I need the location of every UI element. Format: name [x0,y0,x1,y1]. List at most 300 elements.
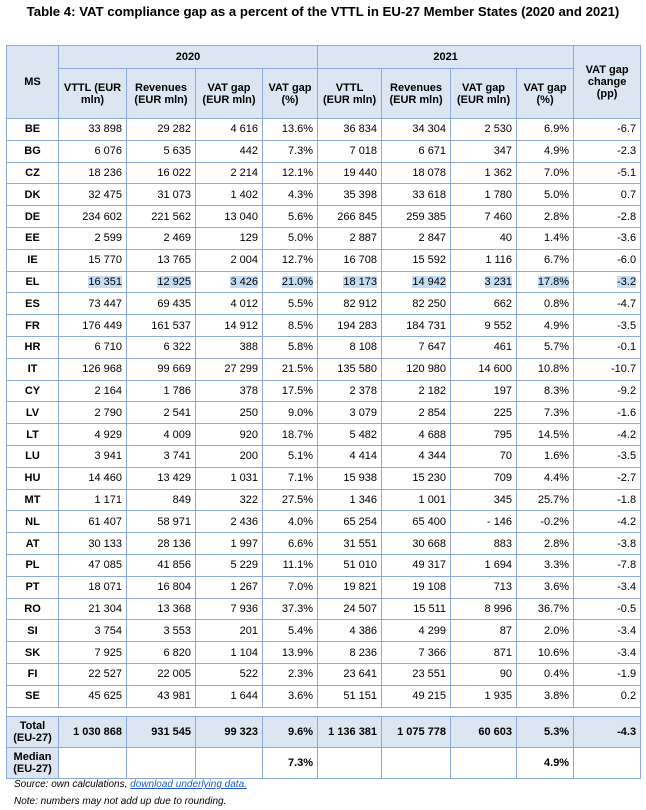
cell-vat-gap-pct-2020: 5.1% [263,445,318,467]
cell-vat-gap-2020: 1 104 [196,642,263,664]
cell-revenues-2020: 6 322 [127,336,196,358]
cell-vat-gap-2020: 1 402 [196,184,263,206]
header-vttl-2020: VTTL (EUR mln) [59,69,127,119]
cell-revenues-2020: 161 537 [127,315,196,337]
median-revenues-2021 [382,747,451,778]
cell-revenues-2020: 41 856 [127,554,196,576]
cell-vat-gap-pct-2020: 5.6% [263,206,318,228]
table-row [7,271,641,293]
median-vat-gap-change [574,747,641,778]
table-row [7,685,641,707]
cell-vat-gap-pct-2021: 0.4% [517,663,574,685]
cell-vat-gap-2020: 200 [196,445,263,467]
cell-revenues-2021: 49 215 [382,685,451,707]
rounding-note: Note: numbers may not add up due to rounding. [14,796,227,807]
cell-member-state: MT [7,489,59,511]
cell-vttl-2020: 22 527 [59,663,127,685]
cell-vat-gap-change: -3.4 [574,642,641,664]
cell-vttl-2020: 21 304 [59,598,127,620]
cell-vat-gap-2020: 1 031 [196,467,263,489]
spacer-row [7,707,641,716]
cell-vat-gap-2020: 388 [196,336,263,358]
vat-gap-table [6,45,641,779]
table-body [7,119,641,708]
cell-revenues-2020: 99 669 [127,358,196,380]
cell-vat-gap-2020: 1 997 [196,533,263,555]
source-text: Source: own calculations, [14,779,131,790]
cell-vat-gap-pct-2021: 3.6% [517,576,574,598]
table-row [7,206,641,228]
cell-vat-gap-pct-2020: 9.0% [263,402,318,424]
cell-vat-gap-2021: 1 362 [451,162,517,184]
cell-vat-gap-change: -4.7 [574,293,641,315]
cell-vat-gap-pct-2021: 36.7% [517,598,574,620]
total-vat-gap-2021: 60 603 [451,716,517,747]
total-vat-gap-pct-2021: 5.3% [517,716,574,747]
header-year-2021: 2021 [318,46,574,69]
cell-vttl-2020: 30 133 [59,533,127,555]
total-vat-gap-pct-2020: 9.6% [263,716,318,747]
cell-vat-gap-change: -1.9 [574,663,641,685]
cell-vttl-2020: 73 447 [59,293,127,315]
highlighted-value: 12 925 [157,275,191,288]
highlighted-value: 14 942 [412,275,447,288]
cell-revenues-2021: 4 299 [382,620,451,642]
cell-revenues-2020: 4 009 [127,424,196,446]
cell-vat-gap-2021: 90 [451,663,517,685]
median-row [7,747,641,778]
cell-member-state: EL [7,271,59,293]
cell-vat-gap-change: -7.8 [574,554,641,576]
cell-vttl-2020 [59,271,127,293]
cell-vat-gap-pct-2020: 11.1% [263,554,318,576]
cell-vttl-2021: 51 010 [318,554,382,576]
cell-revenues-2021: 82 250 [382,293,451,315]
table-row [7,533,641,555]
cell-vttl-2020: 7 925 [59,642,127,664]
header-revenues-2020: Revenues (EUR mln) [127,69,196,119]
cell-vat-gap-pct-2020: 13.6% [263,119,318,141]
cell-vttl-2021: 2 378 [318,380,382,402]
table-title: Table 4: VAT compliance gap as a percent of the VTTL in EU-27 Member States (2020 and 2021) [26,4,620,19]
header-vat-gap-pct-2021: VAT gap (%) [517,69,574,119]
table-row [7,620,641,642]
cell-revenues-2021: 23 551 [382,663,451,685]
cell-vat-gap-change: -4.2 [574,511,641,533]
cell-vttl-2020: 1 171 [59,489,127,511]
cell-vat-gap-2021: 883 [451,533,517,555]
cell-vat-gap-2021: 871 [451,642,517,664]
cell-revenues-2021: 15 511 [382,598,451,620]
cell-vat-gap-2020: 1 644 [196,685,263,707]
cell-vttl-2021: 15 938 [318,467,382,489]
cell-member-state: LT [7,424,59,446]
cell-member-state: IE [7,249,59,271]
cell-vat-gap-2021: 662 [451,293,517,315]
cell-member-state: DE [7,206,59,228]
cell-revenues-2021: 2 182 [382,380,451,402]
spacer-cell [7,707,641,716]
cell-revenues-2021: 15 592 [382,249,451,271]
cell-revenues-2020: 3 741 [127,445,196,467]
cell-vat-gap-2021: 795 [451,424,517,446]
cell-vat-gap-pct-2020: 7.3% [263,140,318,162]
highlighted-value: 18 173 [343,275,378,288]
cell-vat-gap-pct-2020: 7.1% [263,467,318,489]
column-header-row [7,69,641,119]
cell-revenues-2021: 65 400 [382,511,451,533]
cell-vat-gap-2020: 14 912 [196,315,263,337]
cell-vat-gap-change: -3.8 [574,533,641,555]
cell-vat-gap-2021: 345 [451,489,517,511]
cell-vat-gap-2020 [196,271,263,293]
cell-vat-gap-pct-2020: 5.4% [263,620,318,642]
cell-vat-gap-pct-2021: 6.9% [517,119,574,141]
cell-vat-gap-2020: 27 299 [196,358,263,380]
cell-vat-gap-pct-2021: 1.4% [517,227,574,249]
median-vat-gap-pct-2020: 7.3% [263,747,318,778]
cell-revenues-2021: 18 078 [382,162,451,184]
cell-vat-gap-pct-2020: 27.5% [263,489,318,511]
cell-member-state: SE [7,685,59,707]
cell-vat-gap-2020: 522 [196,663,263,685]
highlighted-value: 3 426 [230,275,258,288]
cell-revenues-2021 [382,271,451,293]
cell-revenues-2021: 259 385 [382,206,451,228]
cell-vttl-2021: 31 551 [318,533,382,555]
cell-vat-gap-pct-2020: 6.6% [263,533,318,555]
table-row [7,227,641,249]
highlighted-value: 17.8% [537,275,570,288]
table-row [7,315,641,337]
cell-vttl-2021: 36 834 [318,119,382,141]
cell-vat-gap-pct-2020: 18.7% [263,424,318,446]
cell-vat-gap-pct-2021: 1.6% [517,445,574,467]
cell-vat-gap-2021: 1 116 [451,249,517,271]
cell-vat-gap-2020: 1 267 [196,576,263,598]
cell-vat-gap-pct-2021: 7.0% [517,162,574,184]
cell-vat-gap-pct-2021: 8.3% [517,380,574,402]
cell-vttl-2021: 266 845 [318,206,382,228]
cell-revenues-2021: 7 366 [382,642,451,664]
cell-member-state: DK [7,184,59,206]
cell-vat-gap-change: -5.1 [574,162,641,184]
cell-revenues-2020: 58 971 [127,511,196,533]
cell-revenues-2020: 31 073 [127,184,196,206]
header-ms: MS [7,46,59,119]
table-row [7,249,641,271]
cell-vttl-2020: 45 625 [59,685,127,707]
cell-vttl-2021: 51 151 [318,685,382,707]
table-row [7,119,641,141]
cell-vat-gap-pct-2020: 12.7% [263,249,318,271]
cell-revenues-2021: 2 854 [382,402,451,424]
cell-vat-gap-pct-2020: 7.0% [263,576,318,598]
cell-vat-gap-pct-2020: 5.0% [263,227,318,249]
cell-member-state: EE [7,227,59,249]
cell-vat-gap-2021: 8 996 [451,598,517,620]
cell-vttl-2020: 18 071 [59,576,127,598]
cell-vttl-2021: 19 821 [318,576,382,598]
cell-vat-gap-change: -1.6 [574,402,641,424]
cell-vat-gap-change: -2.8 [574,206,641,228]
cell-vat-gap-2021: 1 694 [451,554,517,576]
cell-revenues-2020: 16 804 [127,576,196,598]
cell-revenues-2020: 13 765 [127,249,196,271]
cell-vttl-2021: 23 641 [318,663,382,685]
cell-vat-gap-pct-2021: 10.8% [517,358,574,380]
cell-vat-gap-pct-2021: 7.3% [517,402,574,424]
cell-vat-gap-pct-2021: 0.8% [517,293,574,315]
cell-vttl-2021: 1 346 [318,489,382,511]
cell-vat-gap-2021: 1 780 [451,184,517,206]
cell-vat-gap-pct-2020: 5.5% [263,293,318,315]
cell-vat-gap-2021: 713 [451,576,517,598]
cell-member-state: PL [7,554,59,576]
cell-vat-gap-2021: 225 [451,402,517,424]
cell-vat-gap-2021: 347 [451,140,517,162]
cell-vat-gap-pct-2021: 4.4% [517,467,574,489]
median-revenues-2020 [127,747,196,778]
cell-vttl-2020: 126 968 [59,358,127,380]
cell-vttl-2021: 24 507 [318,598,382,620]
cell-vttl-2020: 3 941 [59,445,127,467]
year-header-row [7,46,641,69]
cell-vat-gap-pct-2020: 2.3% [263,663,318,685]
cell-vat-gap-pct-2021: -0.2% [517,511,574,533]
cell-vttl-2021: 19 440 [318,162,382,184]
cell-revenues-2021: 34 304 [382,119,451,141]
cell-revenues-2021: 19 108 [382,576,451,598]
cell-vttl-2021: 4 414 [318,445,382,467]
cell-revenues-2021: 30 668 [382,533,451,555]
cell-vat-gap-2021: 7 460 [451,206,517,228]
cell-vat-gap-2020: 442 [196,140,263,162]
table-row [7,467,641,489]
table-row [7,598,641,620]
cell-vat-gap-pct-2020: 8.5% [263,315,318,337]
cell-member-state: RO [7,598,59,620]
cell-revenues-2020: 1 786 [127,380,196,402]
cell-vttl-2020: 6 076 [59,140,127,162]
cell-vat-gap-2021: 709 [451,467,517,489]
cell-vttl-2021 [318,271,382,293]
cell-revenues-2020: 13 368 [127,598,196,620]
cell-vat-gap-2020: 250 [196,402,263,424]
median-vat-gap-pct-2021: 4.9% [517,747,574,778]
cell-member-state: SI [7,620,59,642]
cell-revenues-2020: 6 820 [127,642,196,664]
cell-vat-gap-2020: 201 [196,620,263,642]
cell-vttl-2020: 18 236 [59,162,127,184]
cell-vttl-2020: 3 754 [59,620,127,642]
table-row [7,402,641,424]
cell-vat-gap-change: 0.2 [574,685,641,707]
cell-vttl-2020: 6 710 [59,336,127,358]
cell-revenues-2021: 15 230 [382,467,451,489]
cell-vat-gap-2021 [451,271,517,293]
cell-revenues-2021: 120 980 [382,358,451,380]
cell-vat-gap-2021: 2 530 [451,119,517,141]
table-row [7,358,641,380]
cell-member-state: CZ [7,162,59,184]
cell-vat-gap-pct-2020: 3.6% [263,685,318,707]
cell-vttl-2020: 32 475 [59,184,127,206]
header-year-2020: 2020 [59,46,318,69]
table-row [7,576,641,598]
cell-member-state: LU [7,445,59,467]
median-vat-gap-2020 [196,747,263,778]
cell-vat-gap-2021: 461 [451,336,517,358]
cell-vat-gap-2021: 1 935 [451,685,517,707]
cell-revenues-2021: 7 647 [382,336,451,358]
cell-vttl-2020: 15 770 [59,249,127,271]
cell-vttl-2021: 8 236 [318,642,382,664]
cell-revenues-2021: 2 847 [382,227,451,249]
cell-vttl-2020: 4 929 [59,424,127,446]
cell-vttl-2021: 7 018 [318,140,382,162]
table-row [7,445,641,467]
total-revenues-2021: 1 075 778 [382,716,451,747]
median-vttl-2021 [318,747,382,778]
cell-vttl-2021: 5 482 [318,424,382,446]
cell-member-state: SK [7,642,59,664]
median-vttl-2020 [59,747,127,778]
cell-revenues-2020: 13 429 [127,467,196,489]
cell-member-state: LV [7,402,59,424]
cell-vttl-2020: 176 449 [59,315,127,337]
cell-vat-gap-change: 0.7 [574,184,641,206]
cell-vttl-2020: 2 790 [59,402,127,424]
cell-vat-gap-pct-2020 [263,271,318,293]
cell-vat-gap-change: -4.2 [574,424,641,446]
cell-vttl-2021: 8 108 [318,336,382,358]
cell-vat-gap-change: -1.8 [574,489,641,511]
cell-vttl-2021: 135 580 [318,358,382,380]
table-footer [7,707,641,778]
cell-vat-gap-pct-2020: 4.0% [263,511,318,533]
cell-vat-gap-change [574,271,641,293]
cell-vat-gap-pct-2020: 13.9% [263,642,318,664]
cell-vat-gap-2020: 2 214 [196,162,263,184]
cell-revenues-2020 [127,271,196,293]
cell-member-state: FI [7,663,59,685]
cell-vat-gap-2020: 2 436 [196,511,263,533]
cell-revenues-2021: 4 688 [382,424,451,446]
cell-revenues-2020: 69 435 [127,293,196,315]
cell-vat-gap-2021: 9 552 [451,315,517,337]
cell-vat-gap-change: -3.4 [574,576,641,598]
cell-vat-gap-2021: 70 [451,445,517,467]
download-data-link[interactable]: download underlying data. [130,779,247,790]
cell-vat-gap-2020: 129 [196,227,263,249]
table-row [7,642,641,664]
table-row [7,162,641,184]
cell-vttl-2020: 47 085 [59,554,127,576]
total-label: Total (EU-27) [7,716,59,747]
cell-vat-gap-change: -3.6 [574,227,641,249]
cell-vttl-2021: 3 079 [318,402,382,424]
cell-revenues-2020: 2 541 [127,402,196,424]
highlighted-value: -3.2 [617,275,637,288]
cell-vat-gap-pct-2021: 25.7% [517,489,574,511]
table-row [7,554,641,576]
table-row [7,140,641,162]
total-revenues-2020: 931 545 [127,716,196,747]
cell-revenues-2021: 4 344 [382,445,451,467]
header-revenues-2021: Revenues (EUR mln) [382,69,451,119]
table-row [7,380,641,402]
cell-member-state: HU [7,467,59,489]
total-vat-gap-change: -4.3 [574,716,641,747]
cell-vat-gap-pct-2020: 37.3% [263,598,318,620]
table-row [7,184,641,206]
cell-vttl-2020: 234 602 [59,206,127,228]
cell-revenues-2020: 22 005 [127,663,196,685]
cell-vat-gap-pct-2021: 2.0% [517,620,574,642]
cell-vat-gap-2020: 920 [196,424,263,446]
highlighted-value: 21.0% [281,275,314,288]
cell-vat-gap-2020: 5 229 [196,554,263,576]
cell-vat-gap-pct-2020: 21.5% [263,358,318,380]
cell-vat-gap-change: -3.4 [574,620,641,642]
cell-vttl-2021: 16 708 [318,249,382,271]
cell-vat-gap-2021: 87 [451,620,517,642]
cell-member-state: ES [7,293,59,315]
cell-revenues-2020: 16 022 [127,162,196,184]
cell-vat-gap-change: -2.7 [574,467,641,489]
cell-revenues-2020: 849 [127,489,196,511]
highlighted-value: 16 351 [88,275,122,288]
header-vat-gap-change: VAT gap change (pp) [574,46,641,119]
header-vttl-2021: VTTL (EUR mln) [318,69,382,119]
cell-vat-gap-change: -2.3 [574,140,641,162]
cell-vat-gap-2020: 322 [196,489,263,511]
cell-vat-gap-2021: 197 [451,380,517,402]
cell-vat-gap-change: -0.1 [574,336,641,358]
cell-revenues-2020: 3 553 [127,620,196,642]
cell-vat-gap-change: -3.5 [574,445,641,467]
cell-member-state: AT [7,533,59,555]
cell-member-state: IT [7,358,59,380]
median-label: Median (EU-27) [7,747,59,778]
cell-vttl-2020: 61 407 [59,511,127,533]
cell-vat-gap-2021: 14 600 [451,358,517,380]
cell-vttl-2020: 14 460 [59,467,127,489]
header-vat-gap-pct-2020: VAT gap (%) [263,69,318,119]
cell-vat-gap-pct-2021: 14.5% [517,424,574,446]
cell-revenues-2021: 184 731 [382,315,451,337]
cell-vttl-2020: 2 164 [59,380,127,402]
cell-vat-gap-change: -3.5 [574,315,641,337]
cell-revenues-2020: 28 136 [127,533,196,555]
highlighted-value: 3 231 [484,275,513,288]
header-vat-gap-2020: VAT gap (EUR mln) [196,69,263,119]
total-row [7,716,641,747]
cell-vat-gap-pct-2021: 10.6% [517,642,574,664]
table-row [7,336,641,358]
cell-revenues-2020: 29 282 [127,119,196,141]
median-vat-gap-2021 [451,747,517,778]
table-row [7,663,641,685]
cell-revenues-2021: 49 317 [382,554,451,576]
cell-vat-gap-pct-2021: 6.7% [517,249,574,271]
cell-member-state: FR [7,315,59,337]
cell-revenues-2021: 33 618 [382,184,451,206]
table-row [7,489,641,511]
cell-vttl-2021: 35 398 [318,184,382,206]
cell-vat-gap-change: -0.5 [574,598,641,620]
